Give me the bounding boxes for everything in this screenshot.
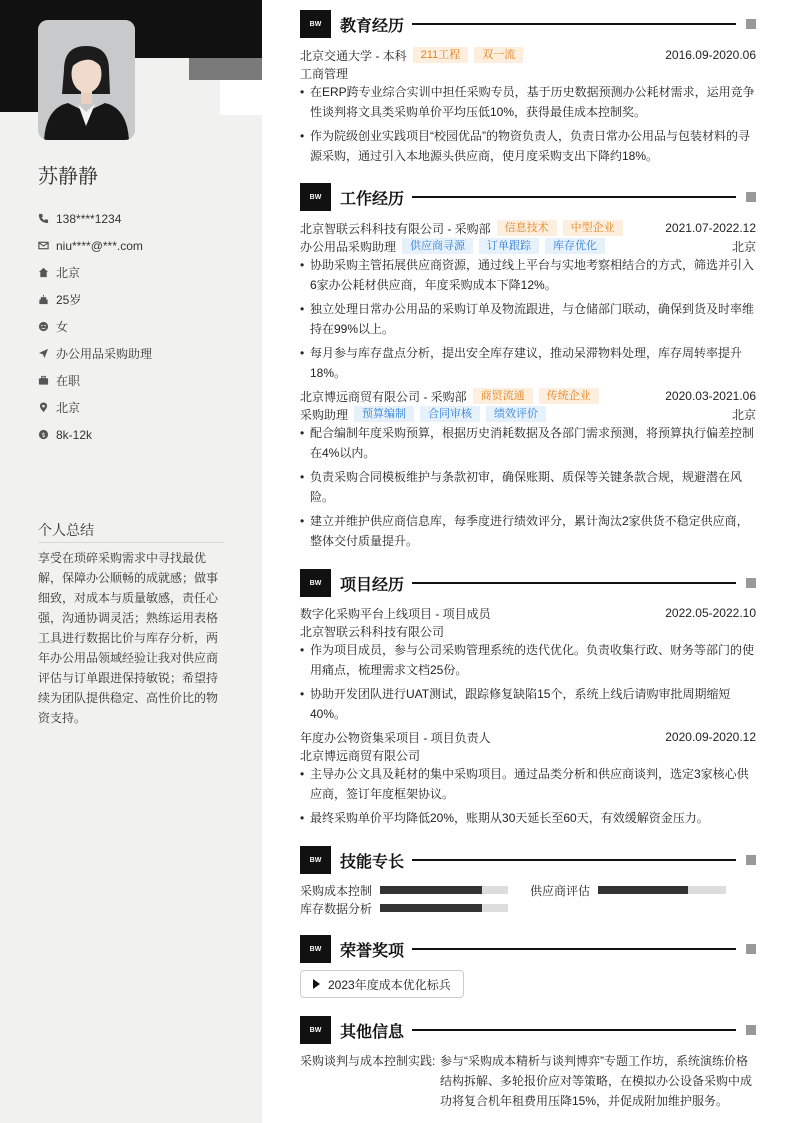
project-bullet: • 主导办公文具及耗材的集中采购项目。通过品类分析和供应商谈判，选定3家核心供应商，签订年度框架协议。 — [300, 764, 756, 804]
section-title: 技能专长 — [340, 853, 405, 871]
work-company: 北京博远商贸有限公司 - 采购部 — [300, 389, 467, 404]
project-company: 北京智联云科科技有限公司 — [300, 624, 445, 639]
section-title: 工作经历 — [340, 190, 405, 208]
education-major-row — [300, 64, 756, 82]
skill-name: 供应商评估 — [530, 884, 591, 898]
section-badge: BW — [300, 569, 331, 597]
decor-block-white — [220, 80, 262, 115]
section-square-icon — [746, 578, 756, 588]
send-icon — [38, 348, 56, 359]
briefcase-icon — [38, 375, 56, 386]
contact-home: 北京 — [38, 259, 238, 286]
section-square-icon — [746, 855, 756, 865]
section-other-header — [300, 1016, 756, 1044]
sidebar — [0, 0, 262, 1123]
skill-name: 库存数据分析 — [300, 902, 373, 916]
section-title: 教育经历 — [340, 17, 405, 35]
project-date: 2022.05-2022.10 — [665, 606, 756, 620]
section-divider — [412, 582, 736, 584]
gender-icon — [38, 321, 56, 332]
section-divider — [412, 859, 736, 861]
contact-position: 办公用品采购助理 — [38, 340, 238, 367]
award-text: 2023年度成本优化标兵 — [328, 977, 451, 992]
section-title: 荣誉奖项 — [340, 942, 405, 960]
section-badge: BW — [300, 183, 331, 211]
work-date: 2021.07-2022.12 — [665, 221, 756, 235]
project-header-row — [300, 604, 756, 622]
work-city: 北京 — [731, 407, 756, 422]
work-bullet: • 协助采购主管拓展供应商资源，通过线上平台与实地考察相结合的方式，筛选并引入6家办公耗材供应商，年度采购成本下降12%。 — [300, 255, 756, 295]
project-title: 数字化采购平台上线项目 - 项目成员 — [300, 606, 491, 621]
work-bullet: • 配合编制年度采购预算，根据历史消耗数据及各部门需求预测，将预算执行偏差控制在4%以内。 — [300, 423, 756, 463]
avatar — [38, 20, 135, 140]
education-tag: 双一流 — [474, 47, 523, 63]
other-text: 参与“采购成本精析与谈判博弈”专题工作坊，系统演练价格结构拆解、多轮报价应对等策略，在模拟办公设备采购中成功将复合机年租费用压降15%，并促成附加维护服务。 — [440, 1054, 753, 1108]
project-bullet: • 最终采购单价平均降低20%，账期从30天延长至60天，有效缓解资金压力。 — [300, 808, 756, 828]
section-skills-header — [300, 846, 756, 874]
section-square-icon — [746, 1025, 756, 1035]
contact-gender: 女 — [38, 313, 238, 340]
contact-salary: $ 8k-12k — [38, 421, 238, 448]
work-city: 北京 — [731, 239, 756, 254]
skill-bar-fill — [598, 886, 688, 894]
section-honors-header — [300, 935, 756, 963]
work-company-tag: 传统企业 — [539, 388, 599, 404]
work-role: 办公用品采购助理 — [300, 239, 397, 254]
skill-name: 采购成本控制 — [300, 884, 373, 898]
decor-block-gray — [189, 58, 262, 80]
candidate-name: 苏静静 — [38, 166, 98, 188]
work-role-row — [300, 405, 756, 423]
section-divider — [412, 196, 736, 198]
section-square-icon — [746, 192, 756, 202]
work-role-tag: 订单跟踪 — [479, 238, 539, 254]
education-date: 2016.09-2020.06 — [665, 48, 756, 62]
work-header-row — [300, 387, 756, 405]
award-item — [300, 970, 464, 998]
cake-icon — [38, 294, 56, 305]
work-role-tag: 绩效评价 — [486, 406, 546, 422]
section-projects-header — [300, 569, 756, 597]
work-company-tag: 信息技术 — [497, 220, 557, 236]
work-role: 采购助理 — [300, 407, 349, 422]
work-date: 2020.03-2021.06 — [665, 389, 756, 403]
money-icon — [38, 429, 56, 440]
project-company: 北京博远商贸有限公司 — [300, 748, 421, 763]
section-divider — [412, 948, 736, 950]
education-bullet: • 作为院级创业实践项目“校园优品”的物资负责人，负责日常办公用品与包装材料的寻源采购，通过引入本地源头供应商，使月度采购支出下降约18%。 — [300, 126, 756, 166]
project-company-row — [300, 746, 756, 764]
work-bullet: • 负责采购合同模板维护与条款初审，确保账期、质保等关键条款合规，规避潜在风险。 — [300, 467, 756, 507]
education-tag: 211工程 — [413, 47, 469, 63]
contact-status: 在职 — [38, 367, 238, 394]
mail-icon — [38, 240, 56, 251]
section-title: 其他信息 — [340, 1023, 405, 1041]
skill-bar-fill — [380, 904, 482, 912]
project-bullet: • 协助开发团队进行UAT测试，跟踪修复缺陷15个，系统上线后请购审批周期缩短40%。 — [300, 684, 756, 724]
project-header-row — [300, 728, 756, 746]
contact-email: niu****@***.com — [38, 232, 238, 259]
section-work-header — [300, 183, 756, 211]
skill-bar-fill — [380, 886, 482, 894]
skill-bar — [380, 886, 508, 894]
work-role-tag: 供应商寻源 — [402, 238, 473, 254]
play-triangle-icon — [313, 979, 320, 989]
summary-title: 个人总结 — [38, 520, 224, 543]
work-company-tag: 商贸流通 — [473, 388, 533, 404]
education-bullet: • 在ERP跨专业综合实训中担任采购专员，基于历史数据预测办公耗材需求，运用竞争性谈判将文具类采购单价平均压低10%，获得最佳成本控制奖。 — [300, 82, 756, 122]
work-role-tag: 合同审核 — [420, 406, 480, 422]
work-role-tag: 库存优化 — [545, 238, 605, 254]
project-title: 年度办公物资集采项目 - 项目负责人 — [300, 730, 491, 745]
skill-bar — [380, 904, 508, 912]
work-bullet: • 独立处理日常办公用品的采购订单及物流跟进，与仓储部门联动，确保到货及时率维持在99%以上。 — [300, 299, 756, 339]
contact-phone: 138****1234 — [38, 205, 238, 232]
section-badge: BW — [300, 935, 331, 963]
section-badge: BW — [300, 1016, 331, 1044]
contact-city: 北京 — [38, 394, 238, 421]
contact-age: 25岁 — [38, 286, 238, 313]
skill-bar — [598, 886, 726, 894]
svg-text:$: $ — [41, 430, 46, 439]
contact-list — [38, 205, 238, 448]
section-title: 项目经历 — [340, 576, 405, 594]
work-header-row — [300, 219, 756, 237]
location-pin-icon — [38, 402, 56, 413]
education-header-row — [300, 46, 756, 64]
section-divider — [412, 23, 736, 25]
work-company: 北京智联云科科技有限公司 - 采购部 — [300, 221, 491, 236]
work-bullet: • 建立并维护供应商信息库，每季度进行绩效评分，累计淘汰2家供货不稳定供应商，整体交付质量提升。 — [300, 511, 756, 551]
home-icon — [38, 267, 56, 278]
section-badge: BW — [300, 846, 331, 874]
decor-block-left — [0, 58, 38, 112]
phone-icon — [38, 213, 56, 224]
work-role-tag: 预算编制 — [354, 406, 414, 422]
summary-text: 享受在琐碎采购需求中寻找最优解，保障办公顺畅的成就感；做事细致，对成本与质量敏感，责任心强，沟通协调灵活；熟练运用表格工具进行数据比价与库存分析，两年办公用品领域经验让我对供应商评估与订单跟进保持敏锐；希望持续为团队提供稳定、高性价比的物资支持。 — [38, 551, 219, 725]
project-bullet: • 作为项目成员，参与公司采购管理系统的迭代优化。负责收集行政、财务等部门的使用痛点，梳理需求文档25份。 — [300, 640, 756, 680]
section-divider — [412, 1029, 736, 1031]
project-date: 2020.09-2020.12 — [665, 730, 756, 744]
work-company-tag: 中型企业 — [563, 220, 623, 236]
section-square-icon — [746, 19, 756, 29]
work-role-row — [300, 237, 756, 255]
other-label: 采购谈判与成本控制实践: — [300, 1054, 436, 1068]
project-company-row — [300, 622, 756, 640]
school-name: 北京交通大学 - 本科 — [300, 48, 407, 63]
section-badge: BW — [300, 10, 331, 38]
section-education-header — [300, 10, 756, 38]
section-square-icon — [746, 944, 756, 954]
education-major: 工商管理 — [300, 66, 349, 81]
work-bullet: • 每月参与库存盘点分析，提出安全库存建议，推动呆滞物料处理，库存周转率提升18%。 — [300, 343, 756, 383]
